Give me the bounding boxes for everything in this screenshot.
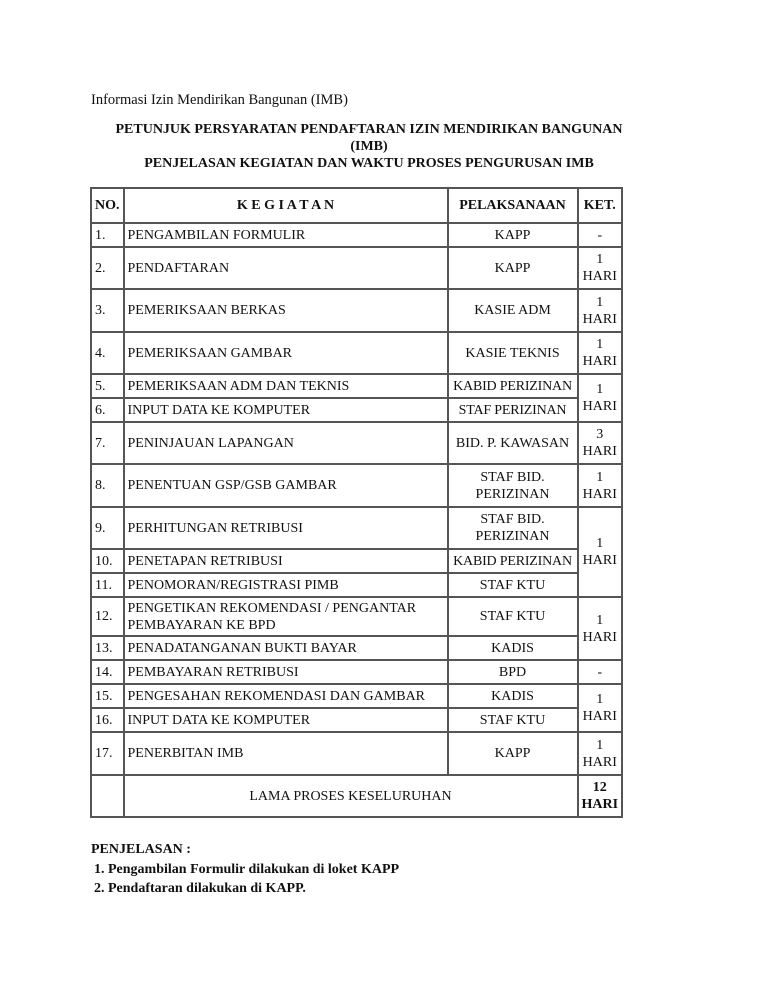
row-pelaksanaan: KADIS xyxy=(448,684,578,708)
document-header: Informasi Izin Mendirikan Bangunan (IMB) xyxy=(91,92,348,108)
ket-number: 3 xyxy=(596,427,604,442)
note-item: 1. Pengambilan Formulir dilakukan di loket KAPP xyxy=(94,861,400,877)
row-ket xyxy=(578,684,623,732)
ket-unit: HARI xyxy=(582,754,617,770)
table-row xyxy=(91,660,622,684)
row-kegiatan xyxy=(124,597,448,636)
row-ket xyxy=(578,332,623,374)
row-pelaksanaan: KAPP xyxy=(448,223,578,247)
row-kegiatan: PENDAFTARAN xyxy=(124,247,448,289)
table-row xyxy=(91,684,622,708)
notes-heading: PENJELASAN : xyxy=(91,842,191,857)
row-pelaksanaan: STAF KTU xyxy=(448,573,578,597)
total-row xyxy=(91,775,622,817)
table-row xyxy=(91,573,622,597)
table-header-row xyxy=(91,188,622,223)
row-kegiatan: PENADATANGANAN BUKTI BAYAR xyxy=(124,636,448,660)
row-kegiatan: PENENTUAN GSP/GSB GAMBAR xyxy=(124,464,448,507)
pelaksanaan-line-1: STAF BID. xyxy=(480,512,545,527)
ket-unit: HARI xyxy=(582,629,617,645)
row-ket xyxy=(578,597,623,660)
ket-number: 1 xyxy=(596,536,604,551)
table-row xyxy=(91,289,622,332)
row-no: 6. xyxy=(91,398,124,422)
table-row xyxy=(91,636,622,660)
note-item: 2. Pendaftaran dilakukan di KAPP. xyxy=(94,881,306,896)
row-pelaksanaan: STAF PERIZINAN xyxy=(448,398,578,422)
row-kegiatan: PENETAPAN RETRIBUSI xyxy=(124,549,448,573)
table-row xyxy=(91,708,622,732)
row-ket xyxy=(578,247,623,289)
row-pelaksanaan: KASIE TEKNIS xyxy=(448,332,578,374)
row-ket xyxy=(578,732,623,775)
total-ket xyxy=(578,775,623,817)
ket-unit: HARI xyxy=(582,553,617,568)
ket-number: 1 xyxy=(596,382,604,397)
total-no-cell xyxy=(91,775,124,817)
row-pelaksanaan: STAF KTU xyxy=(448,597,578,636)
row-pelaksanaan: KASIE ADM xyxy=(448,289,578,332)
row-kegiatan: PEMERIKSAAN BERKAS xyxy=(124,289,448,332)
table-row xyxy=(91,398,622,422)
row-pelaksanaan xyxy=(448,464,578,507)
ket-number: 1 xyxy=(596,469,604,485)
row-kegiatan: PENGAMBILAN FORMULIR xyxy=(124,223,448,247)
row-no: 3. xyxy=(91,289,124,332)
ket-number: 1 xyxy=(596,294,604,310)
row-ket xyxy=(578,507,623,597)
row-kegiatan: PENERBITAN IMB xyxy=(124,732,448,775)
row-kegiatan: PENOMORAN/REGISTRASI PIMB xyxy=(124,573,448,597)
row-no: 1. xyxy=(91,223,124,247)
table-row xyxy=(91,507,622,549)
row-no: 5. xyxy=(91,374,124,398)
ket-unit: HARI xyxy=(582,486,617,502)
table-row xyxy=(91,223,622,247)
table-row xyxy=(91,332,622,374)
row-ket: - xyxy=(578,660,623,684)
ket-number: 1 xyxy=(596,737,604,753)
table-row xyxy=(91,247,622,289)
ket-number: 1 xyxy=(596,252,604,267)
row-no: 15. xyxy=(91,684,124,708)
ket-unit: HARI xyxy=(582,354,617,369)
row-no: 16. xyxy=(91,708,124,732)
row-pelaksanaan: KAPP xyxy=(448,247,578,289)
row-kegiatan: PEMERIKSAAN ADM DAN TEKNIS xyxy=(124,374,448,398)
row-kegiatan: PEMBAYARAN RETRIBUSI xyxy=(124,660,448,684)
row-pelaksanaan: STAF KTU xyxy=(448,708,578,732)
row-no: 14. xyxy=(91,660,124,684)
row-pelaksanaan: KADIS xyxy=(448,636,578,660)
total-label: LAMA PROSES KESELURUHAN xyxy=(124,775,578,817)
kegiatan-line-2: PEMBAYARAN KE BPD xyxy=(127,617,276,633)
row-pelaksanaan: KAPP xyxy=(448,732,578,775)
row-pelaksanaan: KABID PERIZINAN xyxy=(448,549,578,573)
row-no: 11. xyxy=(91,573,124,597)
table-row xyxy=(91,464,622,507)
header-ket: KET. xyxy=(578,188,623,223)
ket-unit: HARI xyxy=(581,797,619,812)
activity-table xyxy=(90,187,623,818)
table-row xyxy=(91,732,622,775)
row-pelaksanaan: BID. P. KAWASAN xyxy=(448,422,578,464)
pelaksanaan-line-1: STAF BID. xyxy=(480,469,545,485)
row-ket xyxy=(578,422,623,464)
row-pelaksanaan: KABID PERIZINAN xyxy=(448,374,578,398)
ket-number: 1 xyxy=(596,612,604,628)
row-kegiatan: PENGESAHAN REKOMENDASI DAN GAMBAR xyxy=(124,684,448,708)
row-kegiatan: PEMERIKSAAN GAMBAR xyxy=(124,332,448,374)
kegiatan-line-1: PENGETIKAN REKOMENDASI / PENGANTAR xyxy=(127,600,417,616)
title-line-3: PENJELASAN KEGIATAN DAN WAKTU PROSES PENGURUSAN IMB xyxy=(144,156,594,171)
row-no: 7. xyxy=(91,422,124,464)
row-no: 8. xyxy=(91,464,124,507)
row-ket xyxy=(578,289,623,332)
table-row xyxy=(91,597,622,636)
row-pelaksanaan xyxy=(448,507,578,549)
header-no: NO. xyxy=(91,188,124,223)
row-no: 10. xyxy=(91,549,124,573)
row-no: 13. xyxy=(91,636,124,660)
title-line-2: (IMB) xyxy=(350,139,388,154)
header-pelaksanaan: PELAKSANAAN xyxy=(448,188,578,223)
ket-number: 1 xyxy=(596,337,604,352)
row-no: 9. xyxy=(91,507,124,549)
table-row xyxy=(91,422,622,464)
row-no: 4. xyxy=(91,332,124,374)
ket-unit: HARI xyxy=(582,269,617,284)
header-kegiatan: K E G I A T A N xyxy=(124,188,448,223)
title-line-1: PETUNJUK PERSYARATAN PENDAFTARAN IZIN MENDIRIKAN BANGUNAN xyxy=(115,122,623,137)
ket-unit: HARI xyxy=(582,709,617,724)
row-ket xyxy=(578,464,623,507)
table-row xyxy=(91,374,622,398)
row-kegiatan: PERHITUNGAN RETRIBUSI xyxy=(124,507,448,549)
notes-section xyxy=(91,840,399,899)
row-kegiatan: PENINJAUAN LAPANGAN xyxy=(124,422,448,464)
row-kegiatan: INPUT DATA KE KOMPUTER xyxy=(124,708,448,732)
document-title xyxy=(91,121,647,172)
row-pelaksanaan: BPD xyxy=(448,660,578,684)
row-kegiatan: INPUT DATA KE KOMPUTER xyxy=(124,398,448,422)
row-ket xyxy=(578,374,623,422)
ket-number: 12 xyxy=(592,780,607,795)
pelaksanaan-line-2: PERIZINAN xyxy=(475,486,550,502)
ket-unit: HARI xyxy=(582,311,617,327)
pelaksanaan-line-2: PERIZINAN xyxy=(475,529,550,544)
row-no: 2. xyxy=(91,247,124,289)
row-no: 12. xyxy=(91,597,124,636)
ket-number: 1 xyxy=(596,692,604,707)
ket-unit: HARI xyxy=(582,399,617,414)
row-no: 17. xyxy=(91,732,124,775)
ket-unit: HARI xyxy=(582,444,617,459)
row-ket: - xyxy=(578,223,623,247)
table-row xyxy=(91,549,622,573)
